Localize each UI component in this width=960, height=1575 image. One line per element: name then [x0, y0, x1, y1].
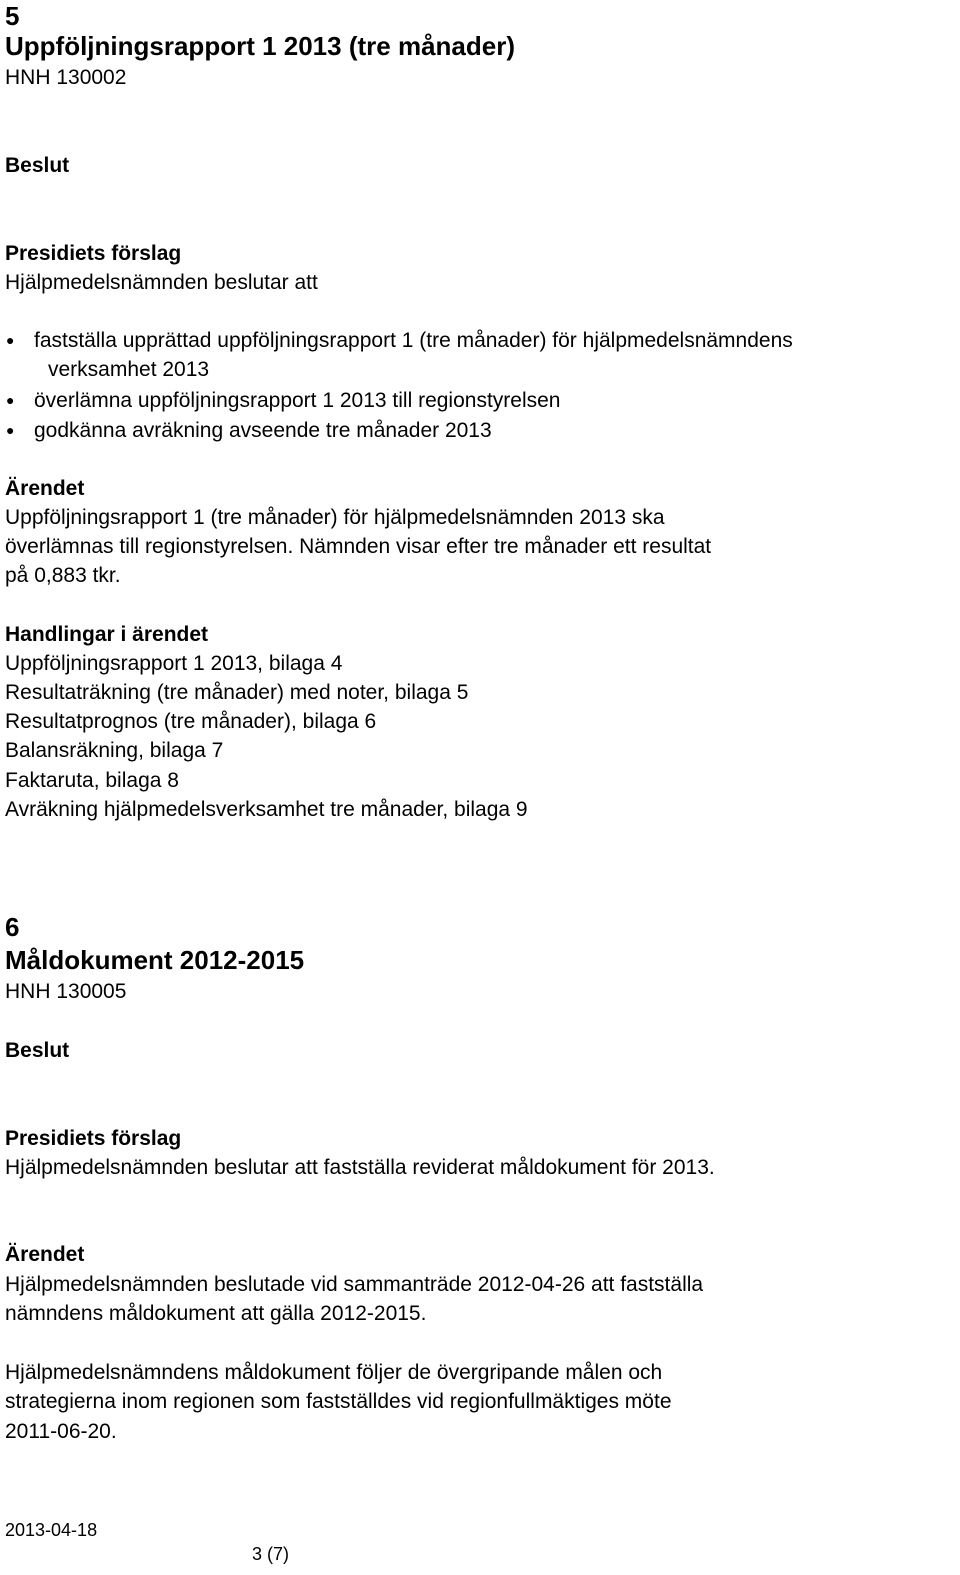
section-5-handlingar-heading: Handlingar i ärendet: [5, 623, 209, 646]
bullet-item-continuation: verksamhet 2013: [48, 358, 210, 381]
handling-item: Faktaruta, bilaga 8: [5, 769, 179, 792]
bullet-item: fastställa upprättad uppföljningsrapport 1 (tre månader) för hjälpmedelsnämndens: [34, 329, 793, 352]
section-6-number: 6: [5, 912, 20, 942]
section-6-arendet-heading: Ärendet: [5, 1243, 85, 1266]
section-6-case-number: HNH 130005: [5, 980, 127, 1003]
handling-item: Resultatprognos (tre månader), bilaga 6: [5, 710, 377, 733]
section-5-number: 5: [5, 1, 20, 31]
section-5-arendet-line: överlämnas till regionstyrelsen. Nämnden visar efter tre månader ett resultat: [5, 535, 712, 558]
bullet-dot-icon: ●: [6, 422, 15, 438]
footer-date: 2013-04-18: [5, 1520, 98, 1540]
section-6-title: Måldokument 2012-2015: [5, 945, 305, 975]
handling-item: Resultaträkning (tre månader) med noter, bilaga 5: [5, 681, 469, 704]
handling-item: Uppföljningsrapport 1 2013, bilaga 4: [5, 652, 343, 675]
section-5-arendet-line: Uppföljningsrapport 1 (tre månader) för hjälpmedelsnämnden 2013 ska: [5, 506, 665, 529]
footer-page-number: 3 (7): [252, 1544, 290, 1564]
section-6-arendet-line: 2011-06-20.: [5, 1420, 117, 1443]
section-6-arendet-line: nämndens måldokument att gälla 2012-2015.: [5, 1302, 427, 1325]
section-5-presidiets-intro: Hjälpmedelsnämnden beslutar att: [5, 271, 318, 294]
section-6-arendet-line: Hjälpmedelsnämndens måldokument följer de övergripande målen och: [5, 1361, 663, 1384]
handling-item: Balansräkning, bilaga 7: [5, 739, 224, 762]
handling-item: Avräkning hjälpmedelsverksamhet tre månader, bilaga 9: [5, 798, 528, 821]
section-5-arendet-line: på 0,883 tkr.: [5, 564, 121, 587]
bullet-dot-icon: ●: [6, 392, 15, 408]
section-5-presidiets-heading: Presidiets förslag: [5, 242, 182, 265]
section-6-arendet-line: strategierna inom regionen som fastställdes vid regionfullmäktiges möte: [5, 1390, 672, 1413]
section-5-beslut-heading: Beslut: [5, 154, 70, 177]
section-5-title: Uppföljningsrapport 1 2013 (tre månader): [5, 31, 515, 61]
bullet-item: överlämna uppföljningsrapport 1 2013 till regionstyrelsen: [34, 389, 561, 412]
bullet-dot-icon: ●: [6, 332, 15, 348]
bullet-item: godkänna avräkning avseende tre månader 2013: [34, 419, 492, 442]
section-6-presidiets-text: Hjälpmedelsnämnden beslutar att fastställa reviderat måldokument för 2013.: [5, 1156, 715, 1179]
section-6-presidiets-heading: Presidiets förslag: [5, 1127, 182, 1150]
section-5-arendet-heading: Ärendet: [5, 477, 85, 500]
section-6-beslut-heading: Beslut: [5, 1039, 70, 1062]
section-6-arendet-line: Hjälpmedelsnämnden beslutade vid sammanträde 2012-04-26 att fastställa: [5, 1273, 704, 1296]
section-5-case-number: HNH 130002: [5, 66, 127, 89]
